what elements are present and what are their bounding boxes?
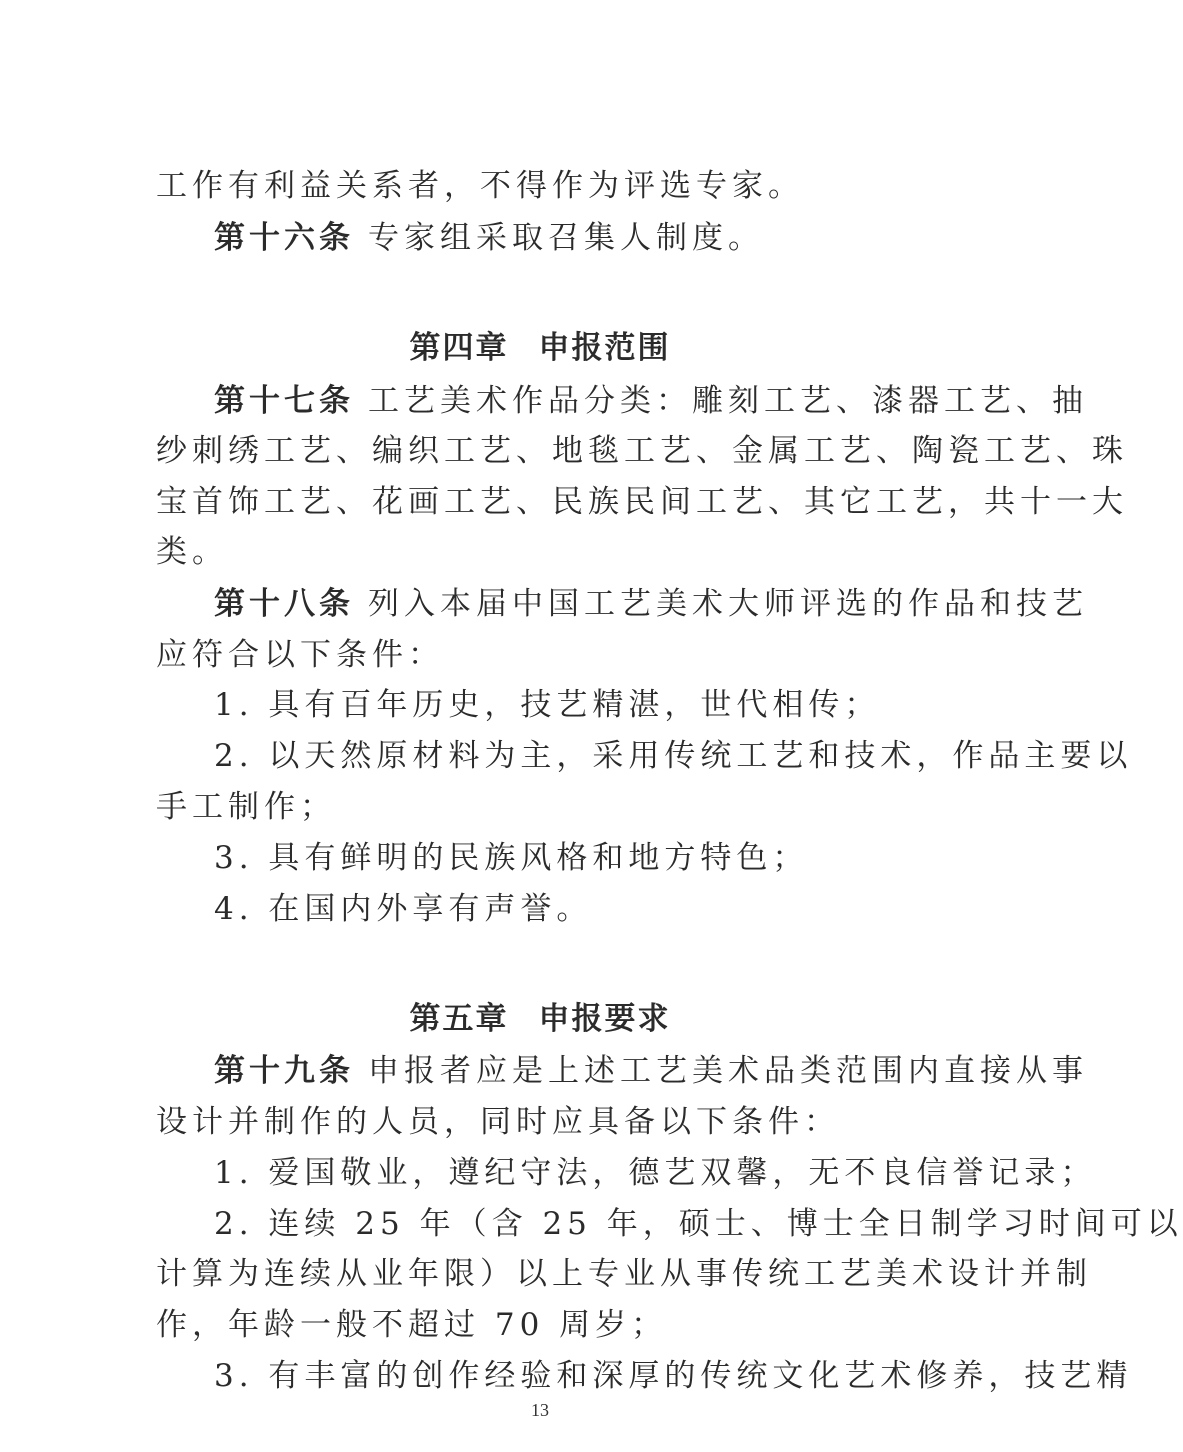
chapter5-title: 申报要求 — [538, 1001, 671, 1037]
chapter4-heading — [0, 328, 1080, 368]
art18-item2-line1: 2. 以天然原材料为主，采用传统工艺和技术，作品主要以 — [214, 738, 1133, 774]
art16-text: 专家组采取召集人制度。 — [368, 220, 764, 256]
art17-line1: 工艺美术作品分类：雕刻工艺、漆器工艺、抽 — [368, 383, 1088, 419]
chapter4-title: 申报范围 — [538, 330, 671, 366]
art19-label: 第十九条 — [214, 1053, 354, 1089]
art19-item2-line2: 计算为连续从业年限）以上专业从事传统工艺美术设计并制 — [156, 1256, 1092, 1292]
art19-item3-line1: 3. 有丰富的创作经验和深厚的传统文化艺术修养，技艺精 — [214, 1358, 1133, 1394]
art17-label: 第十七条 — [214, 383, 354, 419]
art18-line1: 列入本届中国工艺美术大师评选的作品和技艺 — [368, 586, 1088, 622]
art16-label: 第十六条 — [214, 220, 354, 256]
art19-item2-line3: 作，年龄一般不超过 70 周岁； — [156, 1307, 668, 1343]
art19-line1: 申报者应是上述工艺美术品类范围内直接从事 — [368, 1053, 1088, 1089]
art18-line2: 应符合以下条件： — [156, 637, 444, 673]
art17-paragraph — [214, 381, 1088, 421]
art17-line3: 宝首饰工艺、花画工艺、民族民间工艺、其它工艺，共十一大 — [156, 484, 1128, 520]
art17-line4: 类。 — [156, 534, 228, 570]
art19-item1: 1. 爱国敬业，遵纪守法，德艺双馨，无不良信誉记录； — [214, 1155, 1097, 1191]
chapter5-heading — [0, 999, 1080, 1039]
page-number: 13 — [531, 1400, 549, 1420]
art18-paragraph — [214, 584, 1088, 624]
art18-item3: 3. 具有鲜明的民族风格和地方特色； — [214, 840, 809, 876]
art18-label: 第十八条 — [214, 586, 354, 622]
art19-item2-line1: 2. 连续 25 年（含 25 年，硕士、博士全日制学习时间可以 — [214, 1206, 1183, 1242]
art18-item4: 4. 在国内外享有声誉。 — [214, 891, 593, 927]
art18-item2-line2: 手工制作； — [156, 789, 336, 825]
art18-item1: 1. 具有百年历史，技艺精湛，世代相传； — [214, 687, 881, 723]
chapter4-num: 第四章 — [409, 330, 509, 366]
art19-line2: 设计并制作的人员，同时应具备以下条件： — [156, 1104, 840, 1140]
art19-paragraph — [214, 1051, 1088, 1091]
art16-paragraph — [214, 218, 926, 258]
art16-prev-tail: 工作有利益关系者，不得作为评选专家。 — [156, 168, 804, 204]
art17-line2: 纱刺绣工艺、编织工艺、地毯工艺、金属工艺、陶瓷工艺、珠 — [156, 433, 1128, 469]
chapter5-num: 第五章 — [409, 1001, 509, 1037]
